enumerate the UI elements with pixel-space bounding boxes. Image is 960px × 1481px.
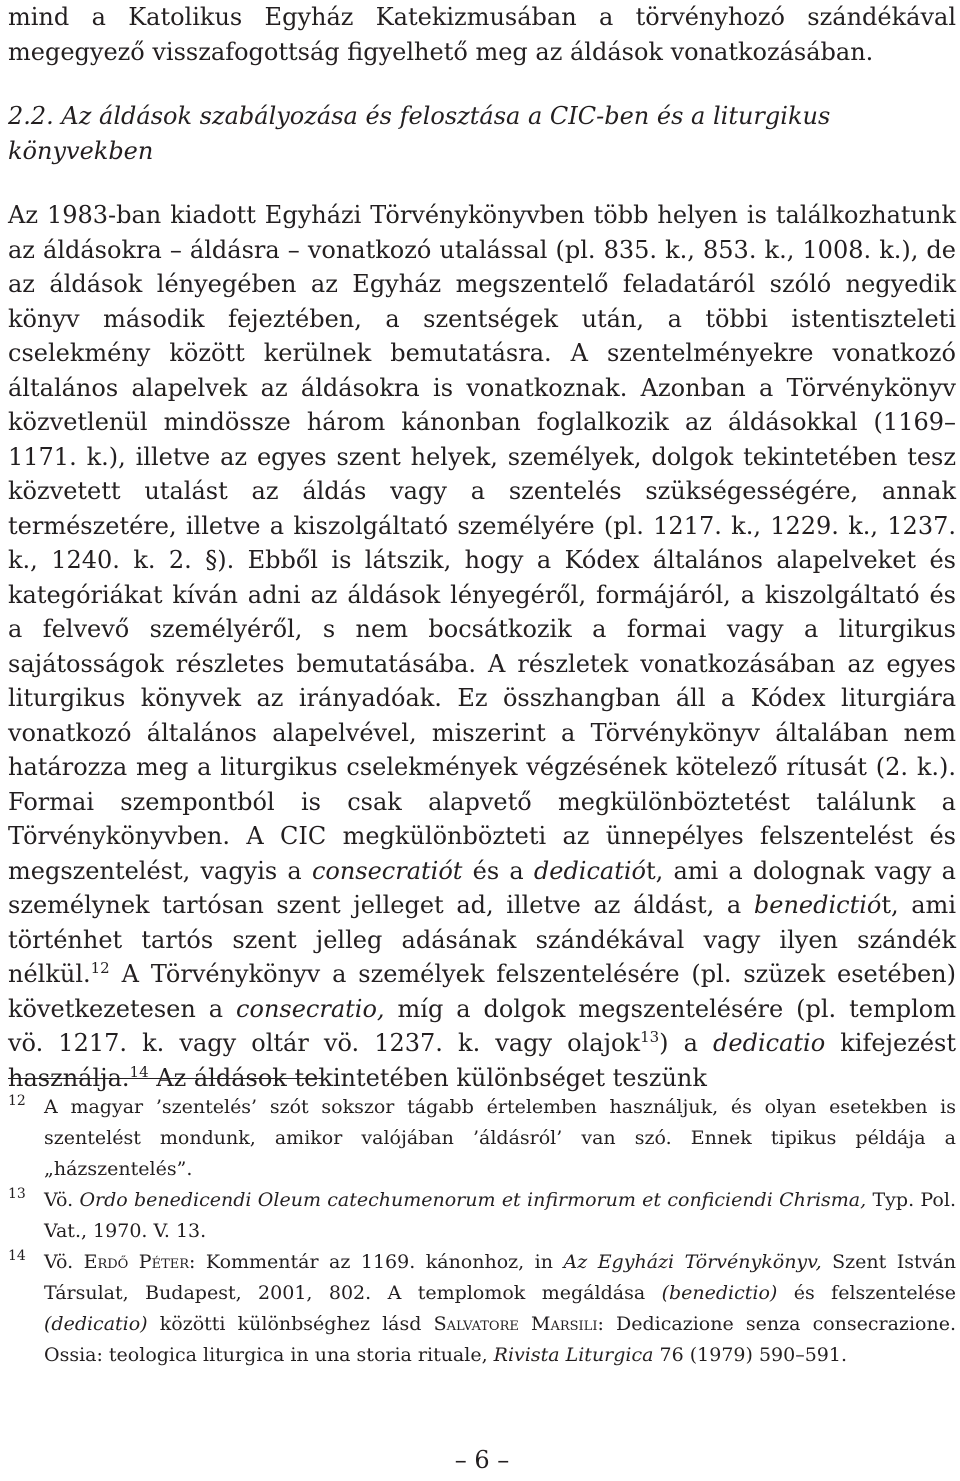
footnote-14 [8, 1247, 956, 1371]
footnote-author: Salvatore Marsili [433, 1313, 598, 1335]
footnote-term: (dedicatio) [44, 1313, 148, 1335]
main-paragraph [8, 198, 956, 1095]
footnote-text: Szent István Társulat, Budapest, 2001, 802. A templomok megáldása [44, 1251, 956, 1304]
main-text-5: A Törvénykönyv a személyek felszentelésére (pl. szüzek esetében) következetesen a [8, 960, 956, 1023]
term-consecratio: consecratio, [236, 994, 385, 1023]
footnote-12 [8, 1092, 956, 1185]
footnote-number: 14 [8, 1248, 26, 1264]
term-dedicatio: dedicatio [713, 1029, 826, 1057]
main-text-1: Az 1983-ban kiadott Egyházi Törvénykönyvben több helyen is találkozhatunk az áldásokra – áldásra – vonatkozó utalással (pl. 835. k., 853. k., 1008. k.), de az áldások lényegében az Egyház megszentelő feladatáról szóló negyedik könyv második fejeztében, a szentségek után, a többi istentiszteleti cselekmény között kerülnek bemutatásra. A szentelményekre vonatkozó általános alapelvek az áldásokra is vonatkoznak. Azonban a Törvénykönyv közvetlenül mindössze három kánonban foglalkozik az áldásokkal (1169–1171. k.), illetve az egyes szent helyek, személyek, dolgok tekintetében tesz közvetett utalást az áldás vagy a szentelés szükségességére, annak természetére, illetve a kiszolgáltató személyére (pl. 1217. k., 1229. k., 1237. k., 1240. k. 2. §). Ebből is látszik, hogy a Kódex általános alapelveket és kategóriákat kíván adni az áldások lényegéről, formájáról, a kiszolgáltató és a felvevő személyéről, s nem bocsátkozik a formai vagy a liturgikus sajátosságok részletes bemutatásába. A részletek vonatkozásában az egyes liturgikus könyvek az irányadóak. Ez összhangban áll a Kódex liturgiára vonatkozó általános alapelvével, miszerint a Törvénykönyv általában nem határozza meg a liturgikus cselekmények végzésének kötelező rítusát (2. k.). Formai szempontból is csak alapvető megkülönböztetést találunk a Törvénykönyvben. A CIC megkülönbözteti az ünnepélyes felszentelést és megszentelést, vagyis a [8, 201, 956, 885]
footnote-divider [8, 1078, 323, 1079]
main-text-6: míg a dolgok megszentelésére (pl. templom vö. 1217. k. vagy oltár vö. 1237. k. vagy olajok [8, 994, 956, 1057]
main-text-8: kifejezést használja. [8, 1029, 957, 1092]
footnote-text: és felszentelése [777, 1282, 956, 1304]
document-page [8, 0, 956, 1481]
term-dedicatio-stem: dedicatió [533, 856, 646, 885]
main-text-3: t, ami a dolognak vagy a személynek tartósan szent jelleget ad, illetve az áldást, a [8, 856, 956, 919]
footnote-ref-12[interactable]: 12 [90, 959, 110, 977]
footnote-text: 76 (1979) 590–591. [653, 1344, 848, 1366]
footnote-term: (benedictio) [661, 1282, 778, 1304]
footnote-text: Typ. Pol. Vat., 1970. V. 13. [44, 1189, 956, 1242]
footnote-text: Vö. [44, 1189, 80, 1211]
footnote-title: Ordo benedicendi Oleum catechumenorum et infirmorum et conficiendi Chrisma, [79, 1189, 867, 1211]
footnote-number: 13 [8, 1186, 26, 1202]
footnote-13 [8, 1185, 956, 1247]
footnote-ref-13[interactable]: 13 [640, 1028, 660, 1046]
footnote-text: Vö. [44, 1251, 84, 1273]
term-benedictio-stem: benedictió [753, 891, 882, 919]
footnote-text: : Kommentár az 1169. kánonhoz, in [189, 1251, 564, 1273]
main-text-2: és a [462, 856, 534, 885]
term-consecratiot: consecratiót [311, 856, 463, 885]
footnote-text: A magyar ’szentelés’ szót sokszor tágabb értelemben használjuk, és olyan esetekben is szentelést mondunk, amikor valójában ’áldásról’ van szó. Ennek tipikus példája a „házszentelés”. [44, 1096, 956, 1180]
footnote-text: közötti különbséghez lásd [147, 1313, 434, 1335]
footnote-text: : Dedicazione senza consecrazione. Ossia: teologica liturgica in una storia rituale, [44, 1313, 956, 1366]
main-text-7: ) a [659, 1029, 714, 1057]
body-text [8, 0, 956, 1095]
top-paragraph: mind a Katolikus Egyház Katekizmusában a törvényhozó szándékával megegyező visszafogottság figyelhető meg az áldások vonatkozásában. [8, 3, 956, 66]
footnote-journal: Rivista Liturgica [493, 1344, 654, 1366]
footnotes [8, 1092, 956, 1371]
section-heading: 2.2. Az áldások szabályozása és felosztása a CIC-ben és a liturgikus könyvekben [8, 102, 831, 165]
footnote-book-title: Az Egyházi Törvénykönyv, [563, 1251, 822, 1273]
page-number: – 6 – [454, 1446, 510, 1474]
footnote-author: Erdő Péter [83, 1251, 190, 1273]
footnote-number: 12 [8, 1093, 26, 1109]
footnote-ref-14[interactable]: 14 [129, 1062, 149, 1081]
main-text-9: Az áldások tekintetében különbséget teszünk [148, 1063, 707, 1092]
main-text-4: t, ami történhet tartós szent jelleg adásának szándékával vagy ilyen szándék nélkül. [8, 891, 956, 988]
